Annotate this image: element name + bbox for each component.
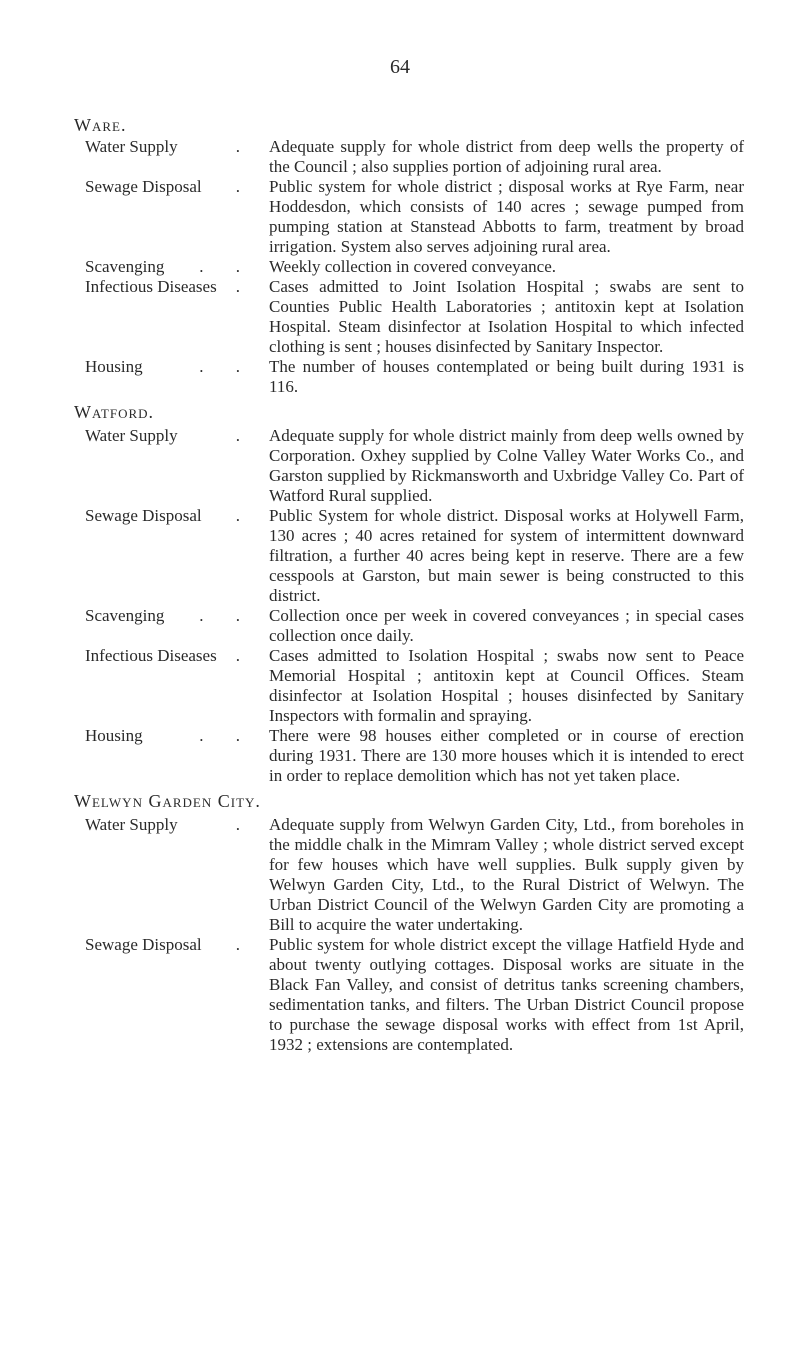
leader-dots: . . (199, 606, 254, 625)
entry-description: Cases admitted to Isolation Hospital ; swabs now sent to Peace Memorial Hospital ; antitoxin kept at Council Offices. Steam disinfector at Isolation Hospital ; houses disinfected by Sanitary Inspectors with formalin and spraying. (269, 646, 744, 725)
leader-dots: . . (199, 726, 254, 745)
entry-infectious-diseases (74, 646, 744, 726)
leader-dots: . (235, 646, 254, 665)
district-section-welwyn-garden-city (74, 790, 744, 1055)
entry-scavenging (74, 257, 744, 277)
entry-description: Weekly collection in covered conveyance. (269, 257, 557, 276)
entry-label: Infectious Diseases . (85, 646, 254, 665)
entry-label: Water Supply . (85, 815, 254, 834)
leader-dots: . . (199, 357, 254, 376)
district-heading: Welwyn Garden City. (74, 791, 261, 811)
entry-description: Adequate supply for whole district mainly from deep wells owned by Corporation. Oxhey supplied by Colne Valley Water Works Co., and Garston supplied by Rickmansworth and Uxbridge Valley Co. Part of Watford Rural supplied. (269, 426, 744, 505)
entry-description: Public system for whole district ; disposal works at Rye Farm, near Hoddesdon, which consists of 140 acres ; sewage pumped from pumping station at Stanstead Abbotts to farm, treatment by broad irrigation. System also serves adjoining rural area. (269, 177, 744, 256)
entry-label: Infectious Diseases . (85, 277, 254, 296)
entry-label: Sewage Disposal . (85, 935, 254, 954)
district-section-watford (74, 401, 744, 786)
entry-infectious-diseases (74, 277, 744, 357)
entry-water-supply (74, 137, 744, 177)
entry-description: Cases admitted to Joint Isolation Hospital ; swabs are sent to Counties Public Health Laboratories ; antitoxin kept at Isolation Hospital. Steam disinfector at Isolation Hospital to which infected clothing is sent ; houses disinfected by Sanitary Inspector. (269, 277, 744, 356)
entry-description: Adequate supply from Welwyn Garden City, Ltd., from boreholes in the middle chalk in the Mimram Valley ; whole district served except for few houses which have well supplies. Bulk supply given by Welwyn Garden City, Ltd., to the Rural District of Welwyn. The Urban District Council of the Welwyn Garden City are promoting a Bill to acquire the water undertaking. (269, 815, 744, 934)
entry-description: Public system for whole district except the village Hatfield Hyde and about twenty outlying cottages. Disposal works are situate in the Black Fan Valley, and consist of detritus tanks screening chambers, sedimentation tanks, and filters. The Urban District Council propose to purchase the sewage disposal works with effect from 1st April, 1932 ; extensions are contemplated. (269, 935, 744, 1054)
district-heading: Watford. (74, 402, 155, 422)
entry-description: Adequate supply for whole district from deep wells the property of the Council ; also supplies portion of adjoining rural area. (269, 137, 744, 176)
leader-dots: . (235, 815, 254, 834)
leader-dots: . (235, 506, 254, 525)
entry-description: The number of houses contemplated or being built during 1931 is 116. (269, 357, 744, 396)
entry-label: Scavenging . . (85, 257, 254, 276)
page-number: 64 (390, 56, 410, 78)
entry-label: Water Supply . (85, 426, 254, 445)
document-body (74, 114, 744, 1055)
leader-dots: . . (199, 257, 254, 276)
entry-label: Housing . . (85, 726, 254, 745)
entry-description: There were 98 houses either completed or in course of erection during 1931. There are 130 more houses which it is intended to erect in order to replace demolition which has not yet taken place. (269, 726, 744, 785)
leader-dots: . (235, 426, 254, 445)
entry-water-supply (74, 426, 744, 506)
entry-label: Scavenging . . (85, 606, 254, 625)
leader-dots: . (235, 935, 254, 954)
entry-description: Collection once per week in covered conveyances ; in special cases collection once daily. (269, 606, 744, 645)
entry-sewage-disposal (74, 935, 744, 1055)
leader-dots: . (235, 177, 254, 196)
leader-dots: . (235, 137, 254, 156)
leader-dots: . (235, 277, 254, 296)
entry-label: Sewage Disposal . (85, 506, 254, 525)
entry-sewage-disposal (74, 177, 744, 257)
entry-label: Housing . . (85, 357, 254, 376)
entry-label: Water Supply . (85, 137, 254, 156)
district-section-ware (74, 114, 744, 397)
district-heading: Ware. (74, 115, 127, 135)
entry-housing (74, 357, 744, 397)
entry-water-supply (74, 815, 744, 935)
entry-housing (74, 726, 744, 786)
entry-label: Sewage Disposal . (85, 177, 254, 196)
entry-scavenging (74, 606, 744, 646)
entry-description: Public System for whole district. Disposal works at Holywell Farm, 130 acres ; 40 acres retained for system of intermittent downward filtration, a further 40 acres being kept in reserve. There are a few cesspools at Garston, but main sewer is being constructed to this district. (269, 506, 744, 605)
entry-sewage-disposal (74, 506, 744, 606)
